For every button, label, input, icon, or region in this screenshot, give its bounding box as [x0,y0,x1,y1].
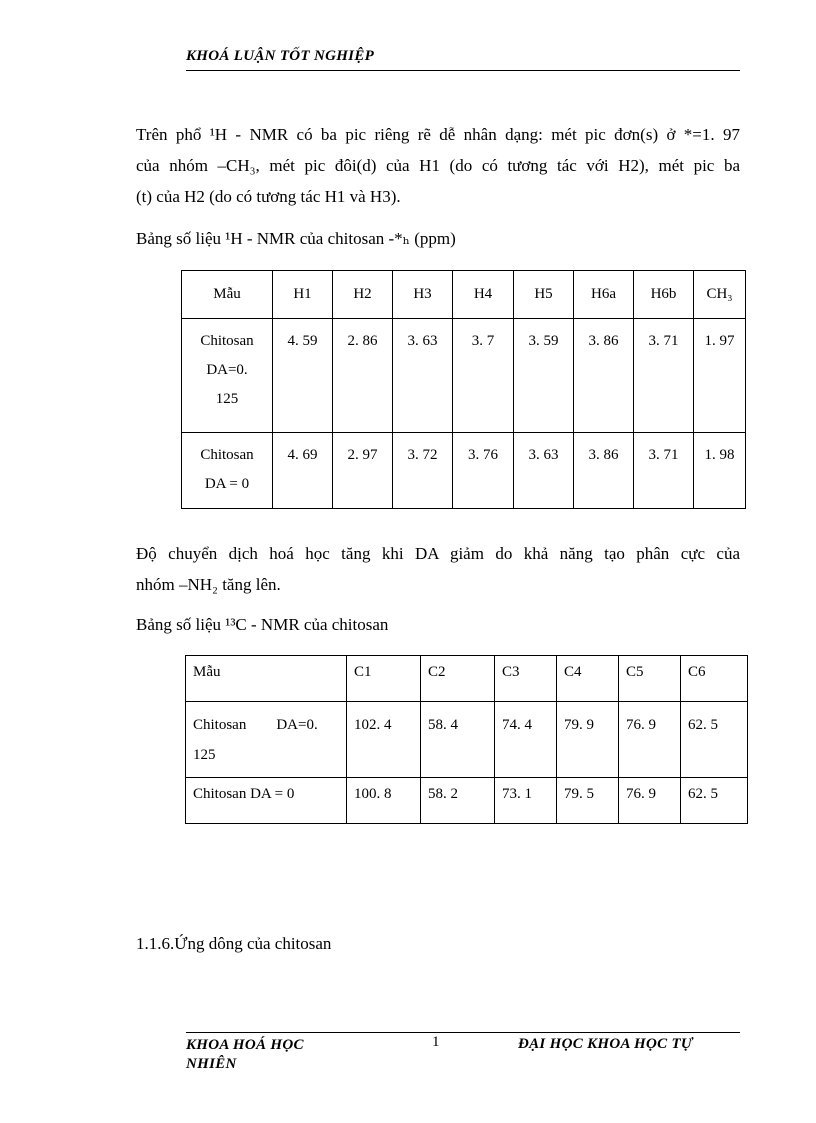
header-cell: C2 [421,656,495,702]
row-label-line: Chitosan DA=0. [193,717,318,733]
row-label-line: 125 [215,391,239,407]
paragraph-nmr-intro [136,119,740,212]
value-cell: 79. 9 [557,702,619,778]
header-cell: C6 [681,656,748,702]
value-cell: 62. 5 [681,702,748,778]
table-header-row [186,656,748,702]
row-label-line: Chitosan [200,447,254,463]
value-cell: 58. 2 [421,778,495,824]
paragraph-line: Trên phổ ¹H - NMR có ba pic riêng rẽ dễ nhân dạng: mét pic đơn(s) ở *=1. 97 [136,125,740,144]
header-cell: C1 [347,656,421,702]
value-cell: 4. 59 [273,319,333,433]
value-cell: 3. 71 [634,433,694,509]
value-cell: 102. 4 [347,702,421,778]
value-cell: 3. 7 [453,319,514,433]
table-row [186,778,748,824]
header-cell: Mẫu [182,271,273,319]
row-label-line: 125 [193,747,216,763]
header-cell: C3 [495,656,557,702]
header-cell: H2 [333,271,393,319]
row-label-line: DA = 0 [204,476,250,492]
paragraph-line: của nhóm –CH₃, mét pic đôi(d) của H1 (do có tương tác với H2), mét pic ba [136,156,740,175]
value-cell: 2. 86 [333,319,393,433]
c-nmr-table [185,655,748,824]
value-cell: 3. 59 [514,319,574,433]
header-cell: H3 [393,271,453,319]
footer-university: ĐẠI HỌC KHOA HỌC TỰ [518,1036,693,1052]
value-cell: 1. 97 [694,319,746,433]
value-cell: 76. 9 [619,778,681,824]
value-cell: 76. 9 [619,702,681,778]
table2-caption: Bảng số liệu ¹³C - NMR của chitosan [136,615,389,634]
section-heading: 1.1.6.Ứng dông của chitosan [136,934,332,953]
table-row [186,702,748,778]
table-header-row [182,271,746,319]
value-cell: 79. 5 [557,778,619,824]
header-cell: Mẫu [186,656,347,702]
footer-rule [186,1032,740,1033]
table1-caption: Bảng số liệu ¹H - NMR của chitosan -*ₕ (ppm) [136,229,456,248]
table-row [182,433,746,509]
value-cell: 2. 97 [333,433,393,509]
row-label-line: DA=0. [206,362,248,378]
header-rule [186,70,740,71]
value-cell: 3. 71 [634,319,694,433]
header-cell: H1 [273,271,333,319]
value-cell: 62. 5 [681,778,748,824]
value-cell: 4. 69 [273,433,333,509]
value-cell: 3. 63 [393,319,453,433]
paragraph-line: (t) của H2 (do có tương tác H1 và H3). [136,187,401,206]
value-cell: 100. 8 [347,778,421,824]
page-number: 1 [432,1034,440,1050]
value-cell: 3. 76 [453,433,514,509]
h-nmr-table [181,270,746,509]
value-cell: 58. 4 [421,702,495,778]
row-label [186,702,347,778]
value-cell: 73. 1 [495,778,557,824]
header-cell: C4 [557,656,619,702]
row-label [182,319,273,433]
header-cell: H4 [453,271,514,319]
paragraph-line: Độ chuyển dịch hoá học tăng khi DA giảm do khả năng tạo phân cực của [136,544,740,563]
row-label-line: Chitosan DA = 0 [193,786,295,802]
footer-faculty: KHOA HOÁ HỌC NHIÊN [186,1037,304,1072]
header-title: KHOÁ LUẬN TỐT NGHIỆP [186,48,375,64]
value-cell: 74. 4 [495,702,557,778]
header-cell: CH₃ [694,271,746,319]
row-label-line: Chitosan [200,333,254,349]
header-cell: H6a [574,271,634,319]
value-cell: 3. 72 [393,433,453,509]
row-label [182,433,273,509]
header-cell: H6b [634,271,694,319]
paragraph-line: nhóm –NH₂ tăng lên. [136,575,281,594]
value-cell: 3. 63 [514,433,574,509]
header-cell: C5 [619,656,681,702]
row-label [186,778,347,824]
table-row [182,319,746,433]
value-cell: 3. 86 [574,319,634,433]
header-cell: H5 [514,271,574,319]
paragraph-shift-explanation [136,538,740,600]
value-cell: 1. 98 [694,433,746,509]
value-cell: 3. 86 [574,433,634,509]
